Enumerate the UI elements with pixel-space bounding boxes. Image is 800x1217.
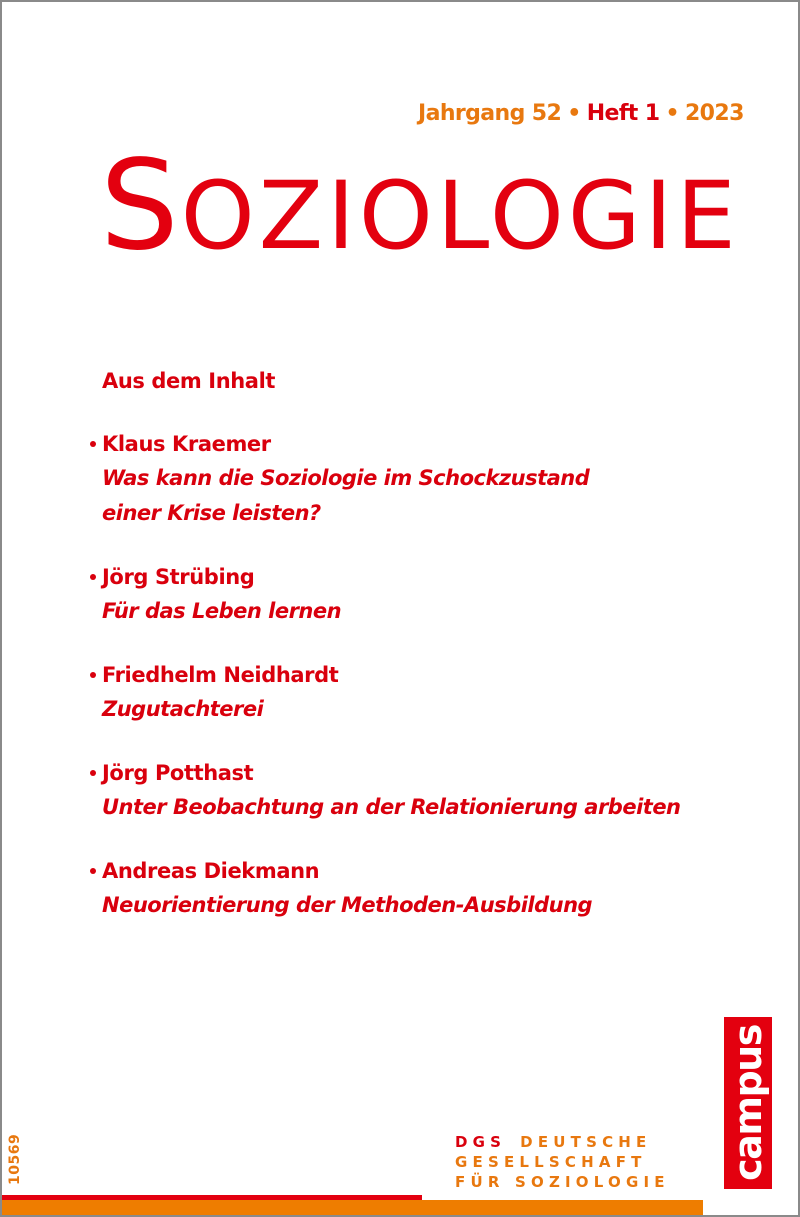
entry-title: Unter Beobachtung an der Relationierung arbeiten <box>102 795 681 819</box>
entry-author <box>90 756 730 790</box>
society-name-line1: DEUTSCHE <box>520 1133 652 1151</box>
entry-title: Für das Leben lernen <box>102 599 342 623</box>
contents-entry <box>90 756 730 825</box>
catalog-number: 10569 <box>7 1133 23 1185</box>
table-of-contents <box>90 366 730 952</box>
author-name: Jörg Potthast <box>102 761 254 785</box>
entry-author <box>90 658 730 692</box>
separator-dot: • <box>567 101 581 126</box>
issue-meta <box>418 101 744 126</box>
entry-author <box>90 427 730 461</box>
bullet-icon <box>90 574 96 580</box>
author-name: Klaus Kraemer <box>102 432 271 456</box>
society-abbr: DGS <box>455 1133 507 1151</box>
bullet-icon <box>90 770 96 776</box>
contents-entry <box>90 658 730 727</box>
bullet-icon <box>90 868 96 874</box>
title-rest: OZIOLOGIE <box>180 162 740 271</box>
author-name: Friedhelm Neidhardt <box>102 663 339 687</box>
author-name: Jörg Strübing <box>102 565 255 589</box>
volume-label: Jahrgang 52 <box>418 101 562 126</box>
publisher-logo <box>724 1017 772 1189</box>
entry-title: Was kann die Soziologie im Schockzustand <box>102 466 590 490</box>
bullet-icon <box>90 441 96 447</box>
contents-entry <box>90 427 730 531</box>
journal-title <box>100 134 740 278</box>
title-initial: S <box>100 134 181 278</box>
author-name: Andreas Diekmann <box>102 859 320 883</box>
contents-entry <box>90 854 730 923</box>
entry-author <box>90 854 730 888</box>
society-name-line2: GESELLSCHAFT <box>455 1153 647 1171</box>
entry-author <box>90 560 730 594</box>
entry-title: Zugutachterei <box>102 697 264 721</box>
contents-entry <box>90 560 730 629</box>
entry-title-continued: einer Krise leisten? <box>102 501 321 525</box>
society-name-line3: FÜR SOZIOLOGIE <box>455 1173 670 1191</box>
society-logo <box>455 1132 670 1192</box>
entry-title: Neuorientierung der Methoden-Ausbildung <box>102 893 593 917</box>
bullet-icon <box>90 672 96 678</box>
separator-dot: • <box>665 101 679 126</box>
orange-accent-bar <box>2 1200 703 1215</box>
publisher-name: campus <box>726 1025 771 1181</box>
contents-heading: Aus dem Inhalt <box>102 369 276 393</box>
issue-label: Heft 1 <box>586 101 660 126</box>
year-label: 2023 <box>684 101 744 126</box>
